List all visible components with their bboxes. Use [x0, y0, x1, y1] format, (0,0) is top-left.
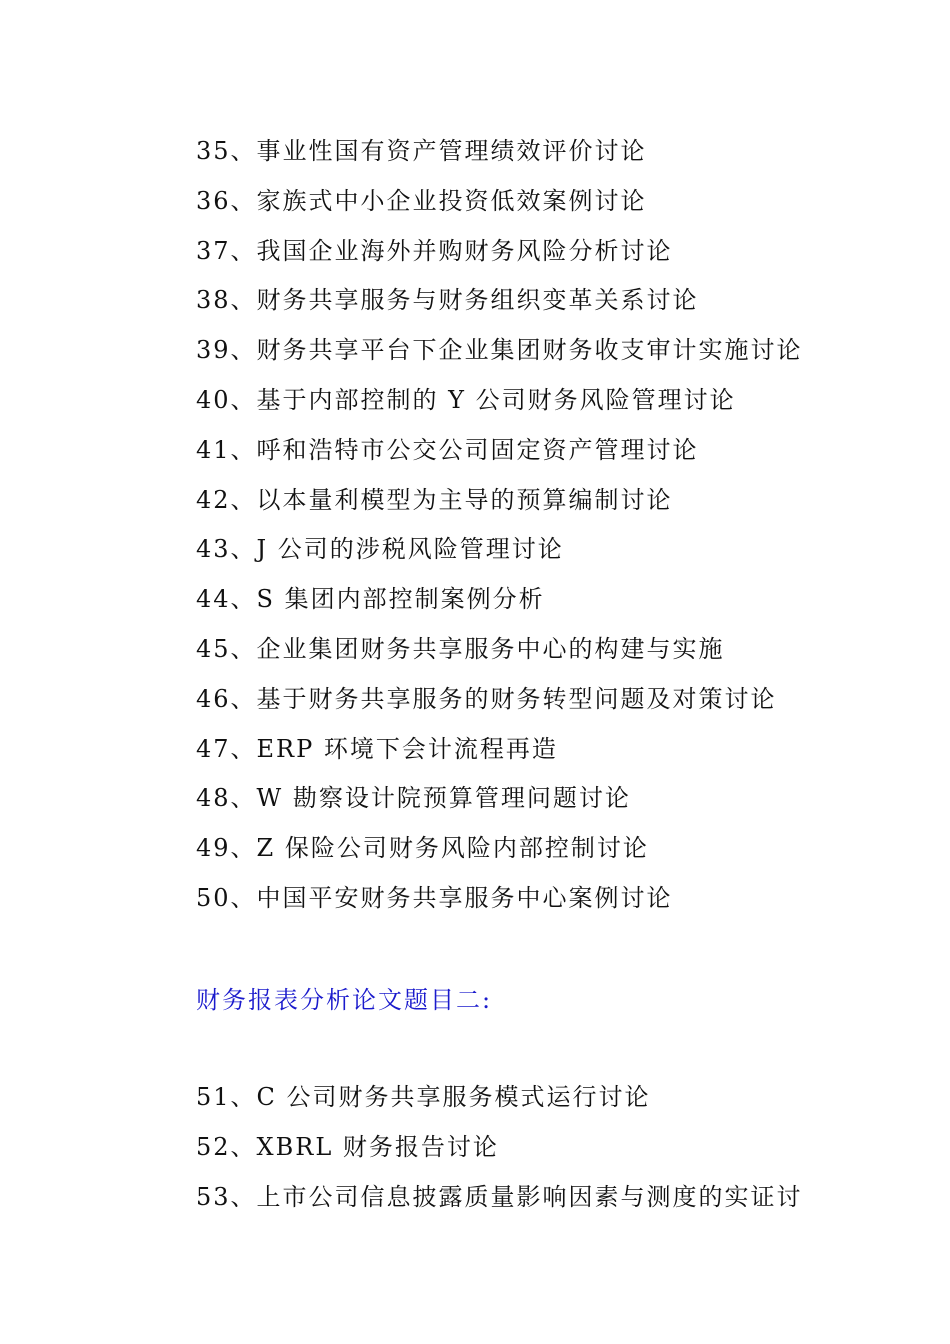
- list-item: 39、财务共享平台下企业集团财务收支审计实施讨论: [196, 336, 803, 365]
- topic-list-part1: [196, 127, 803, 924]
- list-item: 47、ERP 环境下会计流程再造: [196, 734, 558, 763]
- list-item: 38、财务共享服务与财务组织变革关系讨论: [196, 286, 699, 315]
- list-item: 35、事业性国有资产管理绩效评价讨论: [196, 137, 647, 165]
- list-item: 46、基于财务共享服务的财务转型问题及对策讨论: [196, 684, 777, 713]
- list-item: 36、家族式中小企业投资低效案例讨论: [196, 186, 647, 215]
- list-item: 41、呼和浩特市公交公司固定资产管理讨论: [196, 435, 699, 464]
- list-item: 52、XBRL 财务报告讨论: [196, 1132, 499, 1161]
- list-item: 37、我国企业海外并购财务风险分析讨论: [196, 236, 673, 265]
- list-item: 44、S 集团内部控制案例分析: [196, 585, 545, 614]
- list-item: 48、W 勘察设计院预算管理问题讨论: [196, 784, 631, 813]
- list-item: 45、企业集团财务共享服务中心的构建与实施: [196, 634, 725, 663]
- list-item: 50、中国平安财务共享服务中心案例讨论: [196, 883, 673, 912]
- list-item: 49、Z 保险公司财务风险内部控制讨论: [196, 834, 649, 863]
- list-item: 40、基于内部控制的 Y 公司财务风险管理讨论: [196, 385, 736, 414]
- topic-list-part2: [196, 1073, 803, 1222]
- section-heading: 财务报表分析论文题目二:: [196, 986, 493, 1014]
- list-item: 53、上市公司信息披露质量影响因素与测度的实证讨: [196, 1182, 803, 1211]
- list-item: 51、C 公司财务共享服务模式运行讨论: [196, 1083, 651, 1111]
- list-item: 43、J 公司的涉税风险管理讨论: [196, 535, 564, 564]
- list-item: 42、以本量利模型为主导的预算编制讨论: [196, 485, 673, 514]
